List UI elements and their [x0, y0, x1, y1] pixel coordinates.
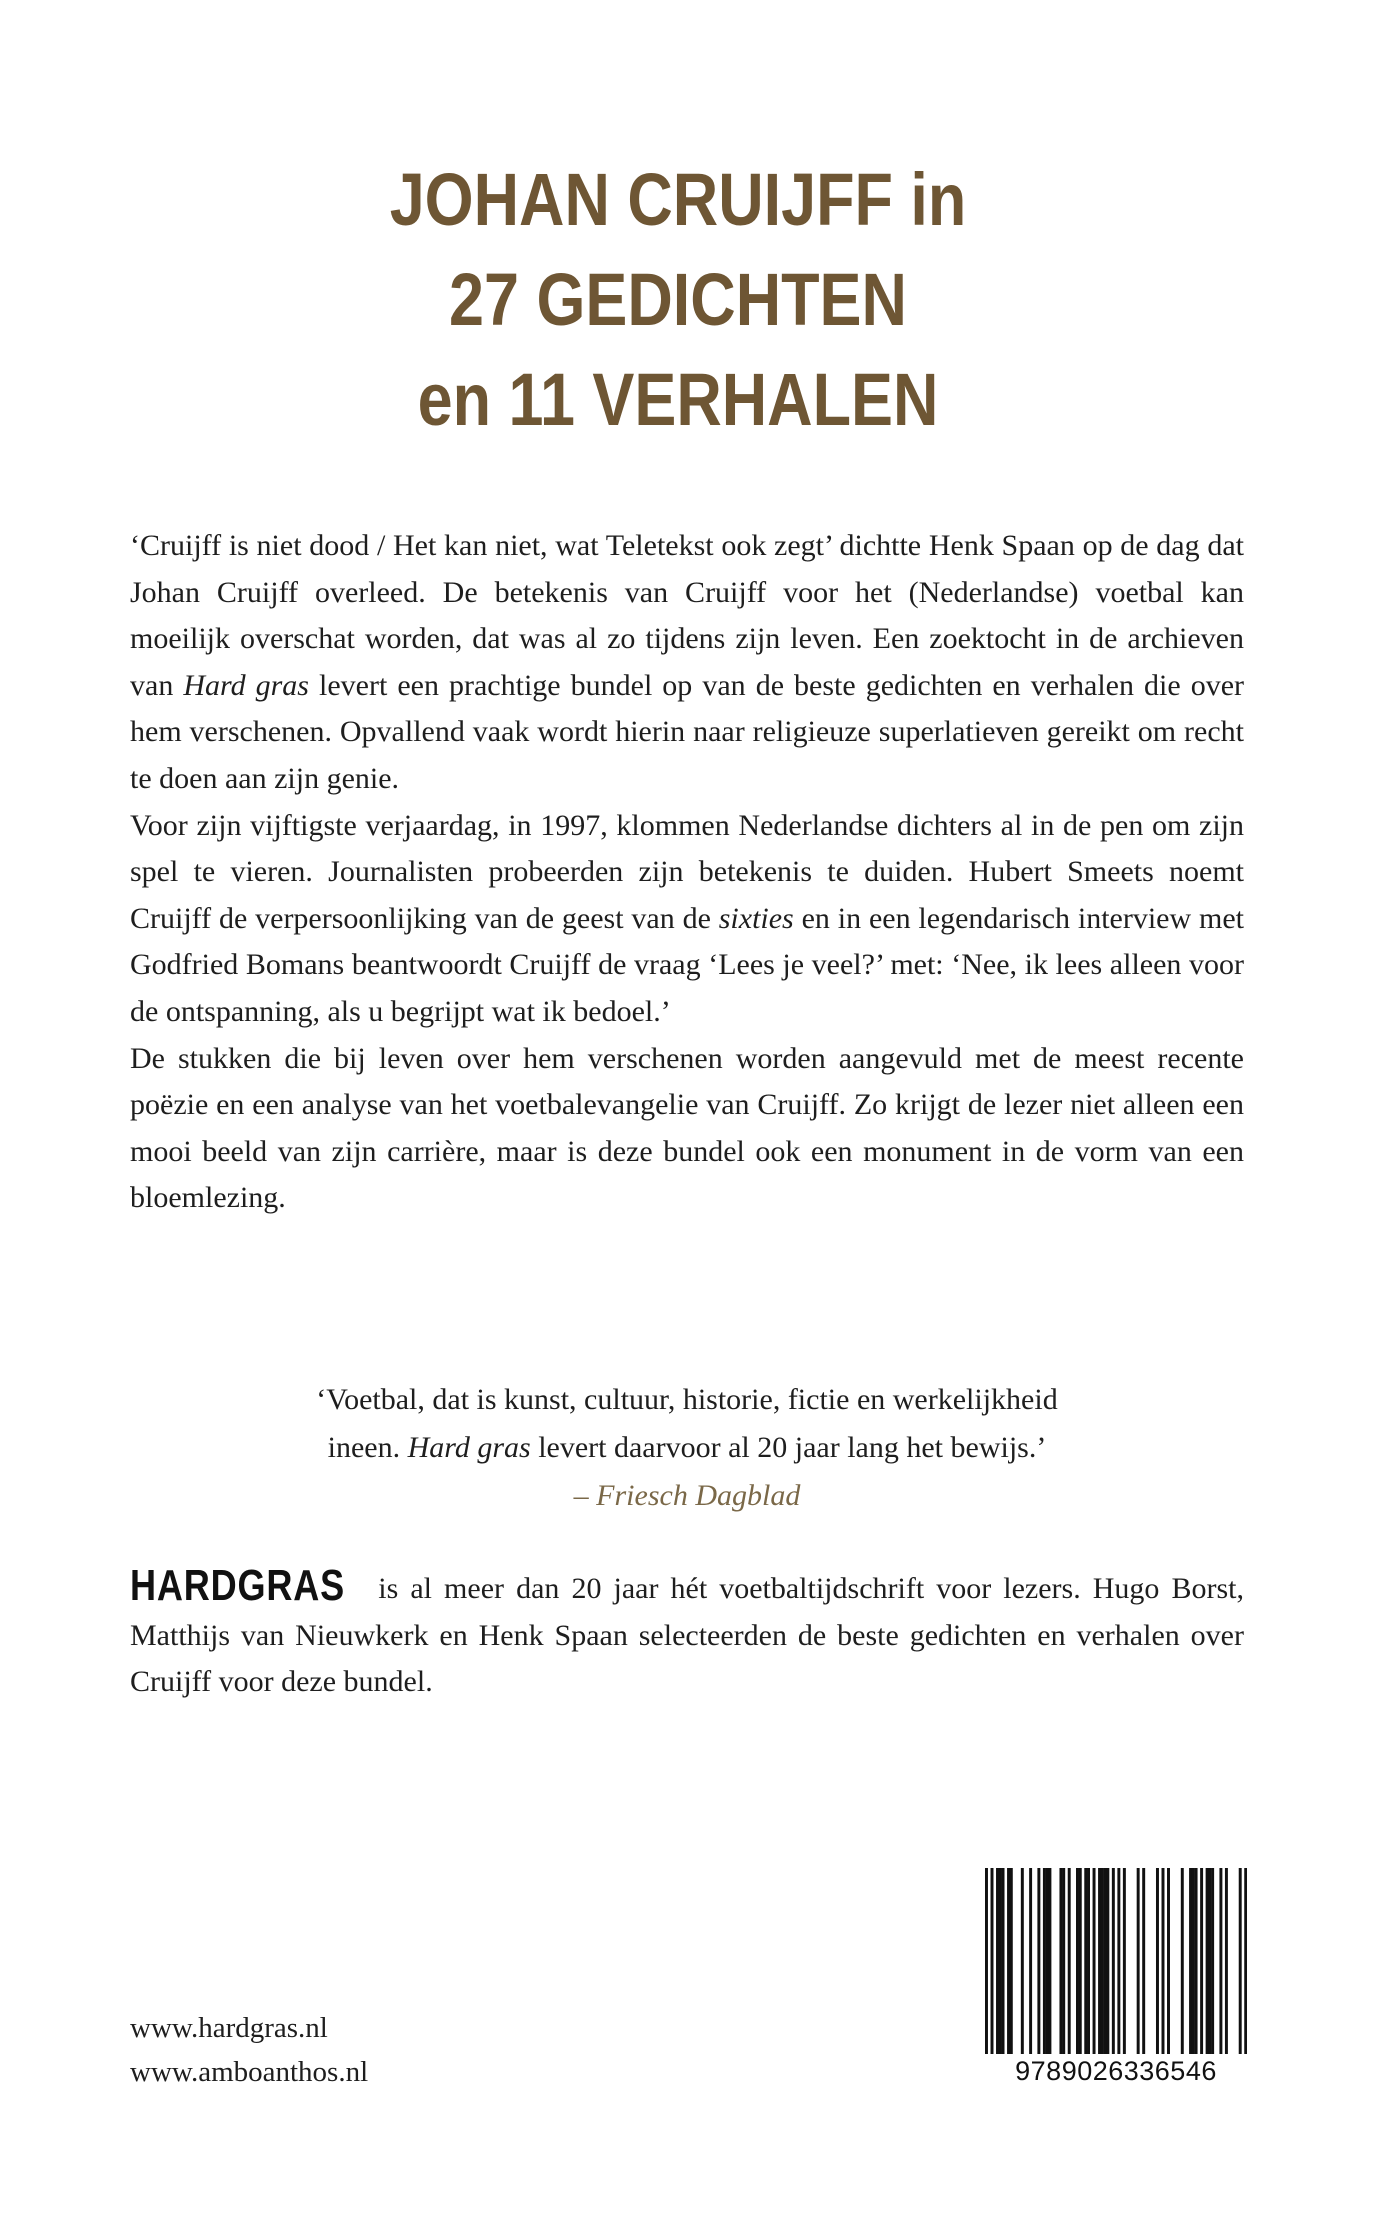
- barcode-bar: [1219, 1868, 1222, 2054]
- barcode-bar: [1137, 1868, 1140, 2054]
- barcode-bar: [1043, 1868, 1046, 2054]
- barcode-bar: [1156, 1868, 1159, 2054]
- barcode-bar: [1192, 1868, 1195, 2054]
- barcode-bar: [996, 1868, 999, 2054]
- barcode-bar: [1037, 1868, 1040, 2054]
- barcode-bar: [1010, 1868, 1013, 2054]
- barcode-bar: [1059, 1868, 1062, 2054]
- barcode-bar: [1206, 1868, 1209, 2054]
- blurb-body: [130, 523, 1244, 1222]
- barcode-bar: [991, 1868, 994, 2054]
- book-title: [102, 150, 1255, 450]
- title-line-2: 27 GEDICHTEN: [449, 258, 907, 341]
- barcode-bar: [1244, 1868, 1247, 2054]
- blurb-paragraph-1: ‘Cruijff is niet dood / Het kan niet, wat Teletekst ook zegt’ dichtte Henk Spaan op de dag dat Johan Cruijff overleed. De betekenis van Cruijff voor het (Nederlandse) voetbal kan moeilijk overschat worden, dat was al zo tijdens zijn leven. Een zoektocht in de archieven van Hard gras levert een prachtige bundel op van de beste gedichten en verhalen die over hem verschenen. Opvallend vaak wordt hierin naar religieuze superlatieven gereikt om recht te doen aan zijn genie.: [130, 529, 1244, 795]
- barcode-bar: [1002, 1868, 1005, 2054]
- quote-line-1: ‘Voetbal, dat is kunst, cultuur, historie, fictie en werkelijkheid: [316, 1383, 1058, 1416]
- website-url-2[interactable]: www.amboanthos.nl: [130, 2056, 369, 2088]
- title-line-3: en 11 VERHALEN: [417, 358, 939, 441]
- barcode-bar: [1162, 1868, 1165, 2054]
- website-url-1[interactable]: www.hardgras.nl: [130, 2012, 328, 2044]
- barcode-bar: [1087, 1868, 1090, 2054]
- barcode-bar: [1068, 1868, 1071, 2054]
- barcode-graphic: [985, 1868, 1247, 2054]
- barcode-bar: [1142, 1868, 1145, 2054]
- barcode-bar: [1195, 1868, 1198, 2054]
- title-line-1: JOHAN CRUIJFF in: [389, 158, 967, 241]
- publisher-about-text: is al meer dan 20 jaar hét voetbaltijdschrift voor lezers. Hugo Borst, Matthijs van Nieuwkerk en Henk Spaan selecteerden de beste gedichten en verhalen over Cruijff voor deze bundel.: [130, 1572, 1244, 1699]
- barcode-bar: [1200, 1868, 1203, 2054]
- barcode-bar: [1101, 1868, 1104, 2054]
- website-list: [130, 2006, 368, 2094]
- barcode-bar: [1007, 1868, 1010, 2054]
- isbn-number: 9789026336546: [1015, 2056, 1217, 2086]
- barcode-bar: [1211, 1868, 1214, 2054]
- barcode-bar: [999, 1868, 1002, 2054]
- barcode-bar: [1167, 1868, 1170, 2054]
- barcode-bar: [1106, 1868, 1109, 2054]
- barcode-bar: [1104, 1868, 1107, 2054]
- barcode-bar: [1062, 1868, 1065, 2054]
- hardgras-logo: HARDGRAS: [130, 1561, 346, 1610]
- barcode-bar: [1084, 1868, 1087, 2054]
- quote-line-2: ineen. Hard gras levert daarvoor al 20 jaar lang het bewijs.’: [327, 1431, 1047, 1464]
- barcode-bar: [1189, 1868, 1192, 2054]
- barcode-bar: [1117, 1868, 1120, 2054]
- barcode-bar: [1021, 1868, 1024, 2054]
- barcode-bar: [1029, 1868, 1032, 2054]
- barcode-bar: [1112, 1868, 1115, 2054]
- barcode-bar: [1048, 1868, 1051, 2054]
- barcode-bar: [1123, 1868, 1126, 2054]
- barcode-bar: [1239, 1868, 1242, 2054]
- isbn-barcode: [985, 1868, 1247, 2054]
- press-quote: [130, 1376, 1244, 1520]
- publisher-about: [130, 1561, 1244, 1706]
- blurb-paragraph-2: Voor zijn vijftigste verjaardag, in 1997, klommen Nederlandse dichters al in de pen om zijn spel te vieren. Journalisten probeerden zijn betekenis te duiden. Hubert Smeets noemt Cruijff de verpersoonlijking van de geest van de sixties en in een legendarisch interview met Godfried Bomans beantwoordt Cruijff de vraag ‘Lees je veel?’ met: ‘Nee, ik lees alleen voor de ontspanning, als u begrijpt wat ik bedoel.’: [130, 808, 1245, 1028]
- barcode-bar: [985, 1868, 988, 2054]
- barcode-bar: [1225, 1868, 1228, 2054]
- quote-source: – Friesch Dagblad: [573, 1479, 801, 1512]
- barcode-bar: [1181, 1868, 1184, 2054]
- barcode-bar: [1076, 1868, 1079, 2054]
- barcode-bar: [1093, 1868, 1096, 2054]
- barcode-bar: [1098, 1868, 1101, 2054]
- barcode-bar: [1079, 1868, 1082, 2054]
- barcode-bar: [1208, 1868, 1211, 2054]
- blurb-paragraph-3: De stukken die bij leven over hem verschenen worden aangevuld met de meest recente poëzie en een analyse van het voetbalevangelie van Cruijff. Zo krijgt de lezer niet alleen een mooi beeld van zijn carrière, maar is deze bundel ook een monument in de vorm van een bloemlezing.: [130, 1041, 1244, 1215]
- barcode-bar: [1046, 1868, 1049, 2054]
